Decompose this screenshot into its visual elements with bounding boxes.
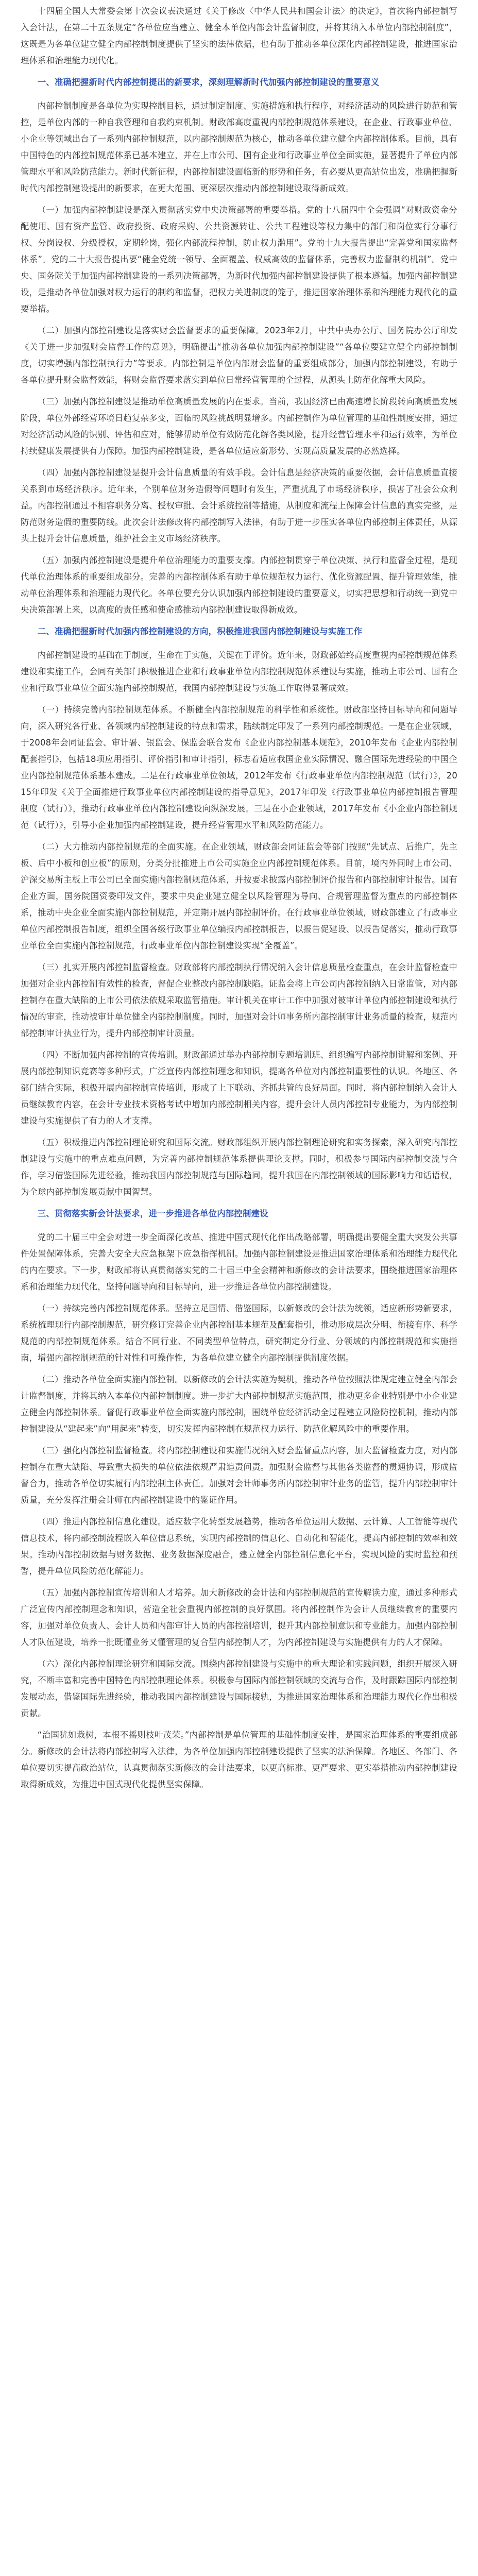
body-paragraph: （一）持续完善内部控制规范体系。不断健全内部控制规范的科学性和系统性。财政部坚持目标导向和问题导向，深入研究各行业、各领域内部控制建设的特点和需求，陆续制定印发了一系列内部控制规范。一是在企业领域，于2008年会同证监会、审计署、银监会、保监会联合发布《企业内部控制基本规范》，2010年发布《企业内部控制配套指引》，包括18项应用指引、评价指引和审计指引，标志着适应我国企业实际情况、融合国际先进经验的中国企业内部控制规范体系基本建成。二是在行政事业单位领域，2012年发布《行政事业单位内部控制规范（试行）》，2015年印发《关于全面推进行政事业单位内部控制建设的指导意见》，2017年印发《行政事业单位内部控制报告管理制度（试行）》，推动行政事业单位内部控制建设向纵深发展。三是在小企业领域，2017年发布《小企业内部控制规范（试行）》，引导小企业加强内部控制建设，提升经营管理水平和风险防范能力。 [21,705,457,830]
body-paragraph: （一）持续完善内部控制规范体系。坚持立足国情、借鉴国际，以新修改的会计法为统领，适应新形势新要求，系统梳理现行内部控制规范，研究修订完善企业内部控制基本规范及配套指引，推动形成层次分明、衔接有序、科学规范的内部控制规范体系。结合不同行业、不同类型单位特点，研究制定分行业、分领域的内部控制规范和实施指南，增强内部控制规范的针对性和可操作性，为各单位建立健全内部控制提供制度依据。 [21,1303,457,1363]
body-paragraph: （一）加强内部控制建设是深入贯彻落实党中央决策部署的重要举措。党的十八届四中全会强调“对财政资金分配使用、国有资产监管、政府投资、政府采购、公共资源转让、公共工程建设等权力集中的部门和岗位实行分事行权、分岗设权、分级授权，定期轮岗，强化内部流程控制，防止权力滥用”。党的十九大报告提出“完善党和国家监督体系”。党的二十大报告提出要“健全党统一领导、全面覆盖、权威高效的监督体系，完善权力监督制约机制”。党中央、国务院关于加强内部控制建设的一系列决策部署，为新时代加强内部控制建设提供了根本遵循。加强内部控制建设，是推动各单位加强对权力运行的制约和监督，把权力关进制度的笼子，推进国家治理体系和治理能力现代化的重要举措。 [21,205,457,314]
body-paragraph: （五）加强内部控制宣传培训和人才培养。加大新修改的会计法和内部控制规范的宣传解读力度，通过多种形式广泛宣传内部控制理念和知识，营造全社会重视内部控制的良好氛围。将内部控制作为会计人员继续教育的重要内容，加强对单位负责人、会计人员和内部审计人员的内部控制培训，提升其内部控制意识和专业能力。加强内部控制人才队伍建设，培养一批既懂业务又懂管理的复合型内部控制人才，为内部控制建设与实施提供有力的人才保障。 [21,1588,457,1647]
body-paragraph: （六）深化内部控制理论研究和国际交流。围绕内部控制建设与实施中的重大理论和实践问题，组织开展深入研究，不断丰富和完善中国特色内部控制理论体系。积极参与国际内部控制领域的交流与合作，及时跟踪国际内部控制发展动态，借鉴国际先进经验，推动我国内部控制建设与国际接轨，为推进国家治理体系和治理能力现代化作出积极贡献。 [21,1659,457,1718]
section-heading: 二、准确把握新时代加强内部控制建设的方向，积极推进我国内部控制建设与实施工作 [37,626,363,636]
body-paragraph: （四）加强内部控制建设是提升会计信息质量的有效手段。会计信息是经济决策的重要依据，会计信息质量直接关系到市场经济秩序。近年来，个别单位财务造假等问题时有发生，严重扰乱了市场经济秩序，损害了社会公众利益。内部控制通过不相容职务分离、授权审批、会计系统控制等措施，从制度和流程上保障会计信息的真实完整，是防范财务造假的重要防线。此次会计法修改将内部控制写入法律，有助于进一步压实各单位内部控制主体责任，从源头上提升会计信息质量，维护社会主义市场经济秩序。 [21,468,457,544]
body-paragraph: （二）加强内部控制建设是落实财会监督要求的重要保障。2023年2月，中共中央办公厅、国务院办公厅印发《关于进一步加强财会监督工作的意见》，明确提出“推动各单位加强内部控制建设”“各单位要建立健全内部控制制度，切实增强内部控制执行力”等要求。内部控制是单位内部财会监督的重要组成部分，加强内部控制建设，有助于各单位提升财会监督效能，将财会监督要求落实到单位日常经营管理的全过程，从源头上防范化解重大风险。 [21,326,457,385]
body-paragraph: （三）强化内部控制监督检查。将内部控制建设和实施情况纳入财会监督重点内容，加大监督检查力度，对内部控制存在重大缺陷、导致重大损失的单位依法依规严肃追责问责。加强财会监督与其他各类监督的贯通协调，形成监督合力，推动各单位切实履行内部控制主体责任。加强对会计师事务所内部控制审计业务的监管，提升内部控制审计质量，充分发挥注册会计师在内部控制建设中的鉴证作用。 [21,1446,457,1505]
body-paragraph: （五）加强内部控制建设是提升单位治理能力的重要支撑。内部控制贯穿于单位决策、执行和监督全过程，是现代单位治理体系的重要组成部分。完善的内部控制体系有助于单位规范权力运行、优化资源配置、提升管理效能，推动单位治理体系和治理能力现代化。各单位要充分认识加强内部控制建设的重要意义，切实把思想和行动统一到党中央决策部署上来，以高度的责任感和使命感推动内部控制建设取得新成效。 [21,555,457,615]
body-paragraph: （四）不断加强内部控制的宣传培训。财政部通过举办内部控制专题培训班、组织编写内部控制讲解和案例、开展内部控制知识竞赛等多种形式，广泛宣传内部控制理念和知识，提高各单位对内部控制重要性的认识。各地区、各部门结合实际，积极开展内部控制宣传培训，形成了上下联动、齐抓共管的良好局面。同时，将内部控制纳入会计人员继续教育内容，在会计专业技术资格考试中增加内部控制相关内容，提升会计人员内部控制专业能力，为内部控制建设与实施提供了有力的人才支撑。 [21,1050,457,1126]
body-paragraph: （三）扎实开展内部控制监督检查。财政部将内部控制执行情况纳入会计信息质量检查重点，在会计监督检查中加强对企业内部控制有效性的检查，督促企业整改内部控制缺陷。证监会将上市公司内部控制纳入日常监管，对内部控制存在重大缺陷的上市公司依法依规采取监管措施。审计机关在审计工作中加强对被审计单位内部控制建设和执行情况的审查，推动被审计单位健全内部控制制度。同时，加强对会计师事务所内部控制审计业务质量的检查，规范内部控制审计执业行为，提升内部控制审计质量。 [21,962,457,1038]
body-paragraph: 十四届全国人大常委会第十次会议表决通过《关于修改〈中华人民共和国会计法〉的决定》，首次将内部控制写入会计法，在第二十五条规定“各单位应当建立、健全本单位内部会计监督制度，并将其纳入本单位内部控制制度”，这既是为各单位建立健全内部控制制度提供了坚实的法律依据，也有助于推动各单位深化内部控制建设，推进国家治理体系和治理能力现代化。 [21,6,457,65]
body-paragraph: “治国犹如栽树，本根不摇则枝叶茂荣。”内部控制是单位管理的基础性制度安排，是国家治理体系的重要组成部分。新修改的会计法将内部控制写入法律，为各单位加强内部控制建设提供了坚实的法治保障。各地区、各部门、各单位要切实提高政治站位，认真贯彻落实新修改的会计法要求，以更高标准、更严要求、更实举措推动内部控制建设取得新成效，为推进中国式现代化提供坚实保障。 [21,1730,457,1789]
body-paragraph: （二）推动各单位全面实施内部控制。以新修改的会计法实施为契机，推动各单位按照法律规定建立健全内部会计监督制度，并将其纳入本单位内部控制制度。进一步扩大内部控制规范实施范围，推动更多企业特别是中小企业建立健全内部控制体系。督促行政事业单位全面实施内部控制，围绕单位经济活动全过程建立风险防控机制，推动内部控制建设从“建起来”向“用起来”转变，切实发挥内部控制在规范权力运行、防范化解风险中的重要作用。 [21,1375,457,1434]
section-heading: 一、准确把握新时代内部控制提出的新要求，深刻理解新时代加强内部控制建设的重要意义 [37,77,380,87]
body-paragraph: 党的二十届三中全会对进一步全面深化改革、推进中国式现代化作出战略部署，明确提出要健全重大突发公共事件处置保障体系，完善大安全大应急框架下应急指挥机制。加强内部控制建设是推进国家治理体系和治理能力现代化的内在要求。下一步，财政部将认真贯彻落实党的二十届三中全会精神和新修改的会计法要求，围绕推进国家治理体系和治理能力现代化，坚持问题导向和目标导向，进一步推进各单位内部控制建设。 [21,1232,457,1292]
body-paragraph: 内部控制制度是各单位为实现控制目标，通过制定制度、实施措施和执行程序，对经济活动的风险进行防范和管控，是单位内部的一种自我管理和自我约束机制。财政部高度重视内部控制规范体系建设，在企业、行政事业单位、小企业等领域出台了一系列内部控制规范，以内部控制规范为核心，推动各单位建立健全内部控制体系。目前，具有中国特色的内部控制规范体系已基本建立，并在上市公司、国有企业和行政事业单位全面实施，显著提升了单位内部管理水平和风险防范能力。新时代新征程，内部控制建设面临新的形势和任务，有必要从更高站位出发，准确把握新时代内部控制建设提出的新要求，在更大范围、更深层次推动内部控制建设取得新成效。 [21,101,457,193]
body-paragraph: （五）积极推进内部控制理论研究和国际交流。财政部组织开展内部控制理论研究和实务探索，深入研究内部控制建设与实施中的重点难点问题，为完善内部控制规范体系提供理论支撑。同时，积极参与国际内部控制交流与合作，学习借鉴国际先进经验，推动我国内部控制规范与国际趋同，提升我国在内部控制领域的国际影响力和话语权，为全球内部控制发展贡献中国智慧。 [21,1138,457,1197]
body-paragraph: （四）推进内部控制信息化建设。适应数字化转型发展趋势，推动各单位运用大数据、云计算、人工智能等现代信息技术，将内部控制流程嵌入单位信息系统，实现内部控制的信息化、自动化和智能化，提高内部控制的效率和效果。推动内部控制数据与财务数据、业务数据深度融合，建立健全内部控制信息化平台，实现风险的实时监控和预警，提升单位风险防范化解能力。 [21,1517,457,1576]
body-paragraph: 内部控制建设的基础在于制度，生命在于实施，关键在于评价。近年来，财政部始终高度重视内部控制规范体系建设和实施工作，会同有关部门积极推进企业和行政事业单位内部控制规范体系建设与实施，推动上市公司、国有企业和行政事业单位全面实施内部控制规范，我国内部控制建设与实施工作取得显著成效。 [21,650,457,693]
body-paragraph: （三）加强内部控制建设是推动单位高质量发展的内在要求。当前，我国经济已由高速增长阶段转向高质量发展阶段，单位外部经营环境日趋复杂多变，面临的风险挑战明显增多。内部控制作为单位管理的基础性制度安排，通过对经济活动风险的识别、评估和应对，能够帮助单位有效防范化解各类风险，提升经营管理水平和运行效率，为单位持续健康发展提供有力保障。加强内部控制建设，是各单位适应新形势、实现高质量发展的必然选择。 [21,397,457,456]
body-paragraph: （二）大力推动内部控制规范的全面实施。在企业领域，财政部会同证监会等部门按照“先试点、后推广，先主板、后中小板和创业板”的原则，分类分批推进上市公司实施企业内部控制规范体系。目前，境内外同时上市公司、沪深交易所主板上市公司已全面实施内部控制规范体系，并按要求披露内部控制评价报告和内部控制审计报告。国有企业方面，国务院国资委印发文件，要求中央企业建立健全以风险管理为导向、合规管理监督为重点的内部控制体系，推动中央企业全面实施内部控制规范，并定期开展内部控制评价。在行政事业单位领域，财政部建立了行政事业单位内部控制报告制度，组织全国各级行政事业单位编报内部控制报告，以报告促建设、以报告促落实，推动行政事业单位全面实施内部控制规范，行政事业单位内部控制建设实现“全覆盖”。 [21,842,457,951]
section-heading: 三、贯彻落实新会计法要求，进一步推进各单位内部控制建设 [37,1209,268,1218]
